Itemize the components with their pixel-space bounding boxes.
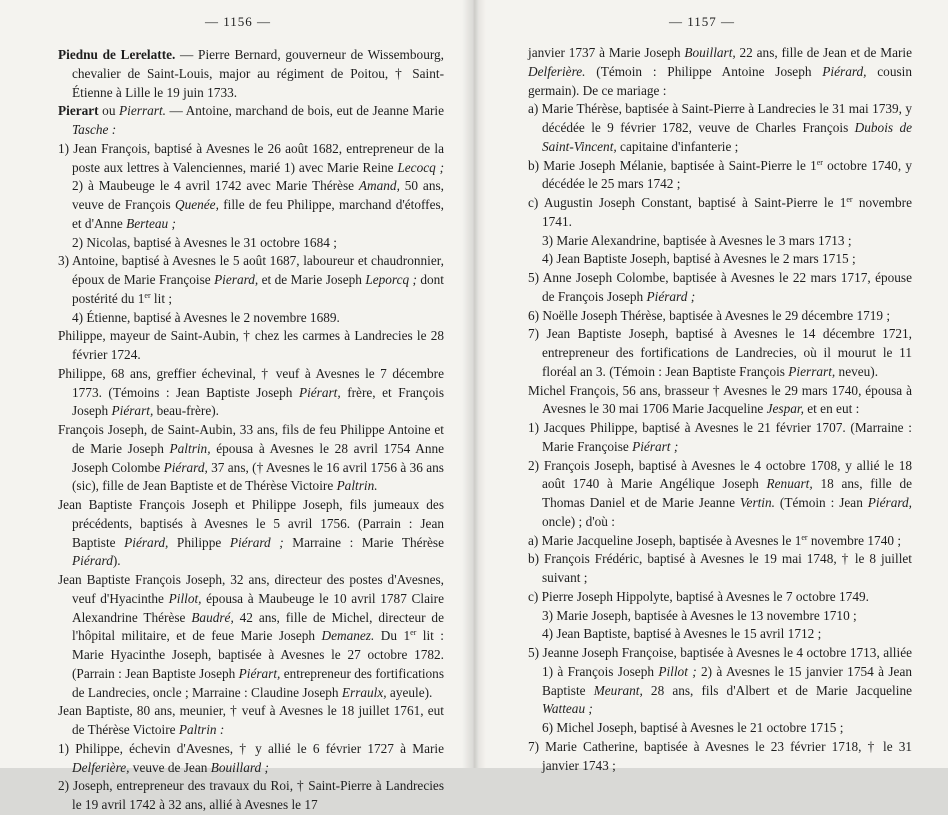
right-page-text: [528, 44, 912, 775]
right-paragraph: 6) Noëlle Joseph Thérèse, baptisée à Avesnes le 29 décembre 1719 ;: [528, 307, 891, 323]
right-paragraph: c) Pierre Joseph Hippolyte, baptisé à Avesnes le 7 octobre 1749.: [528, 588, 869, 604]
right-paragraph: a) Marie Thérèse, baptisée à Saint-Pierre à Landrecies le 31 mai 1739, y décédée le 9 février 1782, veuve de Charles François Dubois de Saint-Vincent, capitaine d'infanterie ;: [528, 101, 912, 154]
right-paragraph: 7) Jean Baptiste Joseph, baptisé à Avesnes le 14 décembre 1721, entrepreneur des fortifications de Landrecies, où il mourut le 11 floréal an 3. (Témoin : Jean Baptiste François Pierrart, neveu).: [528, 326, 912, 379]
left-paragraph: 1) Jean François, baptisé à Avesnes le 26 août 1682, entrepreneur de la poste aux lettres à Valenciennes, marié 1) avec Marie Reine Lecocq ; 2) à Maubeuge le 4 avril 1742 avec Marie Thérèse Amand, 50 ans, veuve de François Quenée, fille de feu Philippe, marchand d'étoffes, et d'Anne Berteau ;: [58, 140, 445, 231]
right-paragraph: janvier 1737 à Marie Joseph Bouillart, 22 ans, fille de Jean et de Marie Delferière. (Témoin : Philippe Antoine Joseph Piérard, cousin germain). De ce mariage :: [528, 45, 912, 98]
right-paragraph: b) Marie Joseph Mélanie, baptisée à Saint-Pierre le 1er octobre 1740, y décédée le 25 mars 1742 ;: [528, 157, 912, 192]
right-page: [474, 0, 948, 773]
right-paragraph: 3) Marie Joseph, baptisée à Avesnes le 13 novembre 1710 ;: [542, 607, 857, 623]
left-paragraph: François Joseph, de Saint-Aubin, 33 ans, fils de feu Philippe Antoine et de Marie Joseph Paltrin, épousa à Avesnes le 28 avril 1754 Anne Joseph Colombe Piérard, 37 ans, († Avesnes le 16 avril 1756 à 36 ans (sic), fille de Jean Baptiste et de Thérèse Victoire Paltrin.: [58, 422, 445, 494]
right-paragraph: 3) Marie Alexandrine, baptisée à Avesnes le 3 mars 1713 ;: [542, 232, 852, 248]
right-paragraph: c) Augustin Joseph Constant, baptisé à Saint-Pierre le 1er novembre 1741.: [528, 195, 912, 229]
right-paragraph: 6) Michel Joseph, baptisé à Avesnes le 21 octobre 1715 ;: [542, 720, 844, 735]
left-paragraph: Philippe, 68 ans, greffier échevinal, † veuf à Avesnes le 7 décembre 1773. (Témoins : Jean Baptiste Joseph Piérart, frère, et François Joseph Piérart, beau-frère).: [58, 365, 444, 419]
left-paragraph: 4) Étienne, baptisé à Avesnes le 2 novembre 1689.: [72, 309, 340, 325]
left-paragraph: Jean Baptiste François Joseph, 32 ans, directeur des postes d'Avesnes, veuf d'Hyacinthe Pillot, épousa à Maubeuge le 10 avril 1787 Claire Alexandrine Thérèse Baudré, 42 ans, fille de Michel, directeur de l'hôpital militaire, et de feue Marie Joseph Demanez. Du 1er lit : Marie Hyacinthe Joseph, baptisée à Avesnes le 27 octobre 1782. (Parrain : Jean Baptiste Joseph Piérart, entrepreneur des fortifications de Landrecies, oncle ; Marraine : Claudine Joseph Erraulx, ayeule).: [58, 572, 444, 700]
right-paragraph: 4) Jean Baptiste Joseph, baptisé à Avesnes le 2 mars 1715 ;: [542, 251, 856, 267]
right-paragraph: b) François Frédéric, baptisé à Avesnes le 19 mai 1748, † le 8 juillet suivant ;: [528, 551, 912, 585]
right-paragraph: a) Marie Jacqueline Joseph, baptisée à Avesnes le 1er novembre 1740 ;: [528, 532, 902, 548]
left-paragraph: Jean Baptiste François Joseph et Philippe Joseph, fils jumeaux des précédents, baptisés à Avesnes le 5 avril 1756. (Parrain : Jean Baptiste Piérard, Philippe Piérard ; Marraine : Marie Thérèse Piérard).: [58, 497, 444, 569]
right-paragraph: 5) Anne Joseph Colombe, baptisée à Avesnes le 22 mars 1717, épouse de François Joseph Piérard ;: [528, 270, 912, 304]
left-paragraph: 3) Antoine, baptisé à Avesnes le 5 août 1687, laboureur et chaudronnier, époux de Marie Françoise Pierard, et de Marie Joseph Leporcq ; dont postérité du 1er lit ;: [58, 253, 444, 306]
right-paragraph: 4) Jean Baptiste, baptisé à Avesnes le 15 avril 1712 ;: [542, 626, 822, 642]
left-paragraph: Jean Baptiste, 80 ans, meunier, † veuf à Avesnes le 18 juillet 1761, eut de Thérèse Victoire Paltrin :: [58, 703, 444, 737]
right-paragraph: 5) Jeanne Joseph Françoise, baptisée à Avesnes le 4 octobre 1713, alliée 1) à François Joseph Pillot ; 2) à Avesnes le 15 janvier 1754 à Jean Baptiste Meurant, 28 ans, fils d'Albert et de Marie Jacqueline Watteau ;: [528, 645, 912, 717]
right-paragraph: 7) Marie Catherine, baptisée à Avesnes le 23 février 1718, † le 31 janvier 1743 ;: [528, 738, 912, 773]
left-paragraph: 2) Joseph, entrepreneur des travaux du Roi, † Saint-Pierre à Landrecies le 19 avril 1742 à 32 ans, allié à Avesnes le 17: [58, 778, 444, 812]
page-number-right: — 1157 —: [669, 14, 736, 29]
left-paragraph: Philippe, mayeur de Saint-Aubin, † chez les carmes à Landrecies le 28 février 1724.: [58, 328, 444, 362]
left-paragraph: Pierart ou Pierrart. — Antoine, marchand de bois, eut de Jeanne Marie Tasche :: [58, 103, 444, 137]
right-paragraph: Michel François, 56 ans, brasseur † Avesnes le 29 mars 1740, épousa à Avesnes le 30 mai 1706 Marie Jacqueline Jespar, et en eut :: [528, 382, 912, 417]
left-paragraph: 1) Philippe, échevin d'Avesnes, † y allié le 6 février 1727 à Marie Delferière, veuve de Jean Bouillard ;: [58, 740, 444, 775]
right-paragraph: 1) Jacques Philippe, baptisé à Avesnes le 21 février 1707. (Marraine : Marie Françoise Piérart ;: [528, 420, 912, 454]
left-page-text: [58, 46, 444, 815]
right-paragraph: 2) François Joseph, baptisé à Avesnes le 4 octobre 1708, y allié le 18 août 1740 à Marie Angélique Joseph Renuart, 18 ans, fille de Thomas Daniel et de Marie Jeanne Vertin. (Témoin : Jean Piérard, oncle) ; d'où :: [528, 457, 913, 529]
left-paragraph: 2) Nicolas, baptisé à Avesnes le 31 octobre 1684 ;: [72, 234, 337, 250]
page-number-left: — 1156 —: [205, 14, 272, 29]
left-paragraph: Piednu de Lerelatte. — Pierre Bernard, gouverneur de Wissembourg, chevalier de Saint-Louis, major au régiment de Poitou, † Saint-Étienne à Lille le 19 juin 1733.: [58, 47, 444, 100]
left-page: [0, 0, 474, 812]
